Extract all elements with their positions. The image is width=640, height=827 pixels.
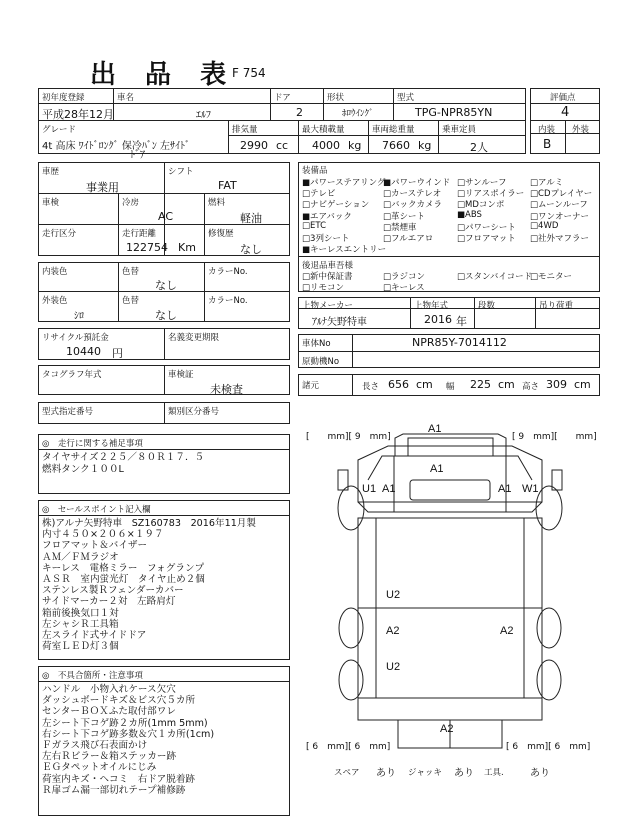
- interior-score: B: [543, 137, 552, 151]
- inspection-type-label: 車検: [42, 198, 60, 208]
- ext-color: ｼﾛ: [74, 311, 84, 322]
- engine-no-label: 原動機No: [302, 357, 340, 367]
- ext-color-label: 外装色: [42, 296, 68, 306]
- mileage-label: 走行距離: [122, 229, 157, 239]
- mark-a2-left: A2: [386, 625, 400, 637]
- displacement: 2990: [240, 139, 268, 152]
- equipment-item: ■パワーウインド: [383, 178, 451, 188]
- maker-label: 上物メーカー: [302, 301, 353, 311]
- equipment-item: □社外マフラー: [530, 234, 590, 244]
- designation-label: 型式指定番号: [42, 407, 94, 417]
- spare-label: スペア: [334, 768, 360, 778]
- name-change-label: 名義変更期限: [168, 333, 220, 343]
- rear-equipment-label: 後退品車吾様: [302, 261, 354, 271]
- equipment-item: ■エアバック: [302, 211, 352, 222]
- displacement-label: 排気量: [232, 125, 258, 135]
- repair: なし: [240, 243, 262, 256]
- chassis-number: NPR85Y-7014112: [412, 336, 507, 349]
- width-unit: cm: [498, 378, 515, 391]
- history: 事業用: [86, 181, 119, 194]
- mark-a1-top: A1: [428, 423, 442, 435]
- defect-line: センターＢＯＸふた取付部ワレ: [42, 706, 176, 718]
- mark-a1-right: A1: [498, 483, 512, 495]
- rear-equipment-item: □スタンバイコード: [457, 272, 533, 282]
- grade-label: グレード: [42, 125, 77, 135]
- rear-equipment-item: □新中保証書: [302, 272, 353, 282]
- sales-point-line: フロアマット＆バイザー: [42, 540, 148, 552]
- equipment-item: □CDプレイヤー: [530, 189, 593, 200]
- gross-weight-label: 車両総重量: [372, 125, 415, 135]
- rear-equipment-item: □キーレス: [383, 283, 425, 294]
- body-year-unit: 年: [456, 315, 467, 328]
- type-label: 型式: [397, 93, 415, 103]
- length-label: 長さ: [362, 382, 380, 392]
- int-repaint-label: 色替: [122, 267, 140, 277]
- lot-number: F 754: [232, 66, 266, 80]
- mark-a2-right: A2: [500, 625, 514, 637]
- max-load-label: 最大積載量: [302, 125, 345, 135]
- equipment-item: □ナビゲーション: [302, 200, 370, 211]
- sales-point-line: 左スライド式サイドドア: [42, 630, 147, 641]
- cooler-label: 冷房: [122, 198, 140, 208]
- sales-point-line: 荷室ＬＥＤ灯３個: [42, 641, 119, 653]
- tool-label: 工具.: [484, 768, 504, 778]
- chassis-label: 車体No: [302, 339, 331, 349]
- mileage-class-label: 走行区分: [42, 229, 77, 239]
- wheel-front-left: [338, 486, 364, 530]
- rear-equipment-item: □モニター: [530, 272, 573, 282]
- door-label: ドア: [274, 93, 291, 103]
- tread-rear-left: [ 6 mm][ 6 mm]: [306, 742, 391, 752]
- equipment-item: □フルエアロ: [383, 234, 434, 244]
- equipment-item: □ワンオーナー: [530, 211, 590, 222]
- defect-line: 右シート下コゲ跡多数＆穴１カ所(1cm): [42, 728, 215, 740]
- mileage-unit: Km: [178, 241, 196, 254]
- wheel-rear-left-b: [339, 660, 363, 700]
- inspection-label: 車検証: [168, 370, 194, 380]
- equipment-item: ■パワーステアリング: [302, 178, 386, 188]
- wheel-rear-right-b: [537, 660, 561, 700]
- body-year: 2016: [424, 313, 452, 326]
- driving-note-1: タイヤサイズ２２５／８０Ｒ１７．５: [42, 452, 205, 463]
- equipment-item: □テレビ: [302, 189, 336, 200]
- cab-top-outline: [395, 434, 506, 456]
- shift: FAT: [218, 179, 237, 192]
- mark-u1: U1: [362, 483, 377, 495]
- first-reg-label: 初年度登録: [42, 93, 85, 103]
- defect-line: 左右Ｒビラー＆箱ステッカー跡: [42, 751, 177, 763]
- inspection: 未検査: [210, 383, 243, 396]
- height-label: 高さ: [522, 382, 540, 392]
- mark-a1-mid: A1: [430, 463, 444, 475]
- length: 656: [388, 378, 409, 391]
- truck-diagram: [298, 420, 600, 750]
- driving-notes-title: ◎ 走行に関する補足事項: [42, 439, 143, 449]
- page-title: 出 品 表: [90, 60, 237, 90]
- grade: 4t 高床 ﾜｲﾄﾞﾛﾝｸﾞ 保冷ﾊﾞﾝ 左ｻｲﾄﾞ: [42, 141, 190, 152]
- score-label: 評価点: [550, 93, 576, 103]
- equipment-item: □リアスポイラー: [457, 189, 525, 200]
- sales-point-line: ＡＭ／ＦＭラジオ: [42, 551, 119, 563]
- steps-label: 段数: [478, 301, 496, 311]
- defect-line: 荷室内キズ・ヘコミ 右ドア脱着跡: [42, 773, 196, 785]
- model-name-label: 車名: [117, 93, 135, 103]
- tool: あり: [530, 768, 550, 779]
- doors: 2: [296, 106, 303, 119]
- equipment-item: □バックカメラ: [383, 200, 443, 211]
- dims-label: 諸元: [302, 381, 320, 391]
- equipment-item: ■ABS: [457, 209, 482, 220]
- sales-point-line: ステンレス製Ｒフェンダーカバー: [42, 585, 184, 597]
- score: 4: [561, 105, 570, 120]
- wheel-rear-left-a: [339, 608, 363, 648]
- equipment-item: □ムーンルーフ: [530, 200, 588, 211]
- defects-title: ◎ 不具合箇所・注意事項: [42, 671, 143, 681]
- mark-w1: W1: [522, 483, 539, 495]
- mark-u2-a: U2: [386, 589, 401, 601]
- driving-note-2: 燃料タンク１００L: [42, 464, 124, 475]
- int-color-code-label: カラーNo.: [208, 267, 248, 277]
- shape: ﾎﾛｳｲﾝｸﾞ: [342, 109, 374, 119]
- cab-outline: [358, 446, 542, 480]
- model-name: ｴﾙﾌ: [196, 110, 211, 121]
- displacement-unit: cc: [276, 139, 289, 152]
- recycle-label: リサイクル預託金: [42, 333, 109, 343]
- defect-line: Ｆガラス飛び石表面かけ: [42, 740, 148, 751]
- category-label: 類別区分番号: [168, 407, 220, 417]
- equipment-item: □ETC: [302, 220, 327, 231]
- gross-weight: 7660: [382, 139, 410, 152]
- body-year-label: 上物年式: [414, 301, 449, 311]
- mark-u2-b: U2: [386, 661, 401, 673]
- shape-label: 形状: [327, 93, 345, 103]
- sales-point-line: キーレス 電格ミラー フォグランプ: [42, 562, 205, 574]
- interior-label: 内装: [538, 125, 556, 135]
- fuel: 軽油: [240, 212, 262, 225]
- shift-label: シフト: [168, 167, 194, 177]
- recycle-unit: 円: [112, 347, 123, 360]
- max-load-unit: kg: [348, 139, 362, 152]
- tread-front-left: [ mm][ 9 mm]: [306, 432, 391, 442]
- cooler: AC: [158, 210, 174, 223]
- rear-equipment-item: □リモコン: [302, 283, 345, 294]
- hook-load-label: 吊り荷重: [539, 301, 574, 311]
- jack-label: ジャッキ: [408, 768, 442, 778]
- rear-equipment-item: □ラジコン: [383, 272, 426, 282]
- capacity: 2人: [470, 141, 488, 154]
- body-maker: ｱﾙﾅ矢野特車: [312, 317, 367, 328]
- int-color-label: 内装色: [42, 267, 68, 277]
- mark-a1-left: A1: [382, 483, 396, 495]
- ext-color-code-label: カラーNo.: [208, 296, 248, 306]
- equipment-item: □禁煙車: [383, 222, 417, 233]
- equipment-item: □サンルーフ: [457, 178, 507, 188]
- jack: あり: [454, 768, 474, 779]
- width: 225: [470, 378, 491, 391]
- gross-weight-unit: kg: [418, 139, 432, 152]
- mark-a2-bottom: A2: [440, 723, 454, 735]
- width-label: 幅: [446, 382, 455, 392]
- equipment-item: □MDコンポ: [457, 200, 505, 211]
- tread-front-right: [ 9 mm][ mm]: [512, 432, 597, 442]
- ext-repaint: なし: [155, 309, 177, 322]
- tacho-label: タコグラフ年式: [42, 370, 102, 380]
- sales-point-line: 箱前後換気口１対: [42, 607, 119, 619]
- equipment-item: ■キーレスエントリー: [302, 245, 387, 256]
- defect-line: Ｒ扉ゴム漏一部切れテープ補修跡: [42, 784, 186, 796]
- sales-point-line: サイドマーカー２対 左路肩灯: [42, 596, 176, 608]
- history-label: 車歴: [42, 167, 60, 177]
- height-unit: cm: [574, 378, 591, 391]
- sales-point-line: ＡＳＲ 室内蛍光灯 タイヤ止め２個: [42, 574, 205, 585]
- wheel-rear-right-a: [537, 608, 561, 648]
- length-unit: cm: [416, 378, 433, 391]
- defect-line: ダッシュボードキズ＆ビス穴５カ所: [42, 695, 196, 707]
- int-repaint: なし: [155, 279, 177, 292]
- equipment-item: □パワーシート: [457, 222, 516, 233]
- equipment-item: □フロアマット: [457, 234, 516, 244]
- sales-point-line: 内寸４５０×２０６×１９７: [42, 529, 164, 541]
- equipment-item: □アルミ: [530, 178, 564, 188]
- spare: あり: [376, 768, 396, 779]
- equipment-item: □革シート: [383, 211, 426, 222]
- equipment-item: □3列シート: [302, 234, 350, 244]
- wheel-front-right: [536, 486, 562, 530]
- equipment-label: 装備品: [302, 166, 328, 176]
- sales-points-title: ◎ セールスポイント記入欄: [42, 505, 151, 515]
- recycle: 10440: [66, 345, 101, 358]
- type: TPG-NPR85YN: [415, 106, 493, 119]
- equipment-item: □カーステレオ: [383, 189, 442, 200]
- equipment-item: □4WD: [530, 220, 559, 231]
- ext-repaint-label: 色替: [122, 296, 140, 306]
- first-reg: 平成28年12月: [42, 108, 114, 121]
- fuel-label: 燃料: [208, 198, 226, 208]
- max-load: 4000: [312, 139, 340, 152]
- sales-point-line: 左シャシＲ工具箱: [42, 618, 119, 630]
- grade-line2: ﾄﾞｱ: [130, 150, 145, 161]
- defect-line: 左シート下コゲ跡２カ所(1mm 5mm): [42, 717, 208, 729]
- exterior-label: 外装: [572, 125, 590, 135]
- defect-line: ＥＧタペットオイルにじみ: [42, 762, 157, 774]
- capacity-label: 乗車定員: [442, 125, 477, 135]
- height: 309: [546, 378, 567, 391]
- sales-point-line: 株)アルナ矢野特車 SZ160783 2016年11月製: [42, 518, 256, 529]
- mileage: 122754: [126, 241, 168, 254]
- repair-label: 修復歴: [208, 229, 234, 239]
- defect-line: ハンドル 小物入れケース欠穴: [42, 684, 176, 695]
- tread-rear-right: [ 6 mm][ 6 mm]: [506, 742, 591, 752]
